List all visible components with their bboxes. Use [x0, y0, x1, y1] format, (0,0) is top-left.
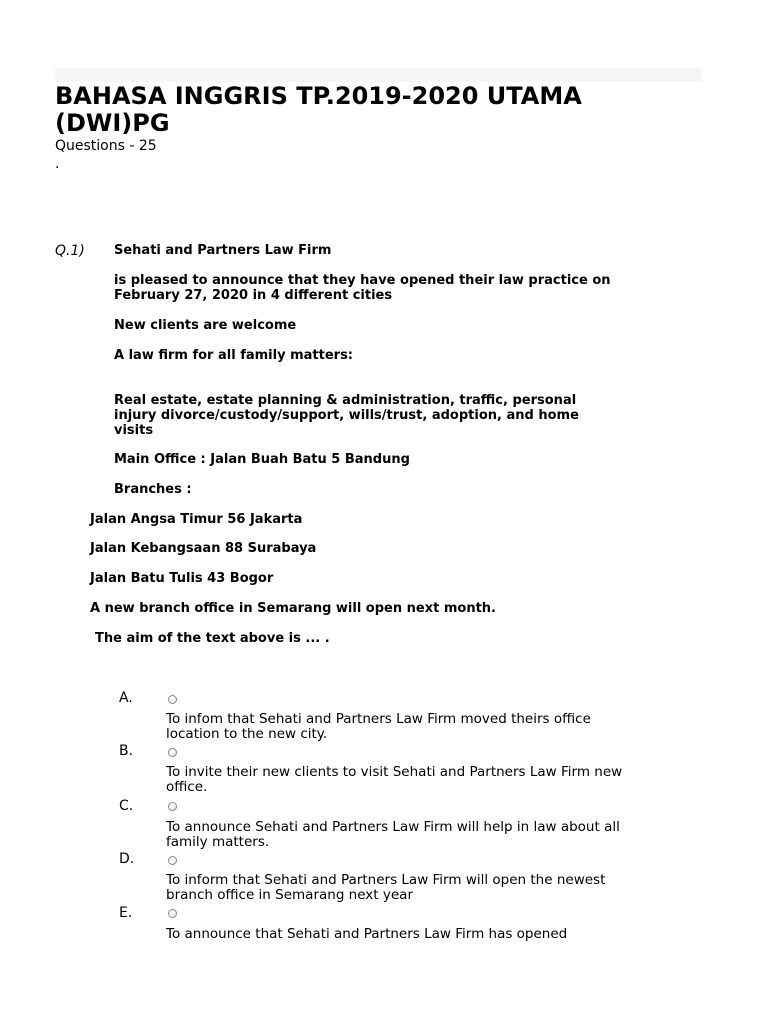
option-d-letter: D. [119, 851, 135, 867]
option-b-letter: B. [119, 743, 134, 759]
question-line: New clients are welcome [114, 318, 297, 333]
question-line: A law firm for all family matters: [114, 348, 354, 363]
question-line: Jalan Batu Tulis 43 Bogor [90, 571, 274, 586]
question-line: Main Office : Jalan Buah Batu 5 Bandung [114, 452, 410, 467]
option-c-radio[interactable] [168, 802, 177, 811]
option-c-letter: C. [119, 798, 134, 814]
option-d-radio[interactable] [168, 856, 177, 865]
questions-count: Questions - 25 [55, 138, 157, 154]
option-a-text: To infom that Sehati and Partners Law Firm moved theirs office location to the new city. [166, 711, 591, 742]
option-c-text: To announce Sehati and Partners Law Firm will help in law about all family matters. [166, 819, 620, 850]
option-b-text: To invite their new clients to visit Sehati and Partners Law Firm new office. [166, 764, 623, 795]
question-line: A new branch office in Semarang will open next month. [90, 601, 496, 616]
dot-separator: . [55, 156, 60, 172]
page-title: BAHASA INGGRIS TP.2019-2020 UTAMA (DWI)PG [55, 82, 582, 137]
question-line: Branches : [114, 482, 192, 497]
question-number: Q.1) [55, 243, 85, 259]
question-prompt: The aim of the text above is ... . [95, 631, 330, 646]
question-line: Real estate, estate planning & administration, traffic, personal injury divorce/custody/support, wills/trust, adoption, and home visits [114, 393, 579, 438]
top-bar [55, 68, 702, 82]
option-b-radio[interactable] [168, 748, 177, 757]
option-d-text: To inform that Sehati and Partners Law Firm will open the newest branch office in Semarang next year [166, 872, 606, 903]
question-line: is pleased to announce that they have opened their law practice on February 27, 2020 in 4 different cities [114, 273, 611, 303]
option-e-letter: E. [119, 905, 133, 921]
question-line: Jalan Kebangsaan 88 Surabaya [90, 541, 317, 556]
option-e-radio[interactable] [168, 909, 177, 918]
option-e-text: To announce that Sehati and Partners Law Firm has opened [166, 926, 568, 942]
question-line: Sehati and Partners Law Firm [114, 243, 332, 258]
question-line: Jalan Angsa Timur 56 Jakarta [90, 512, 303, 527]
option-a-radio[interactable] [168, 695, 177, 704]
option-a-letter: A. [119, 690, 133, 706]
